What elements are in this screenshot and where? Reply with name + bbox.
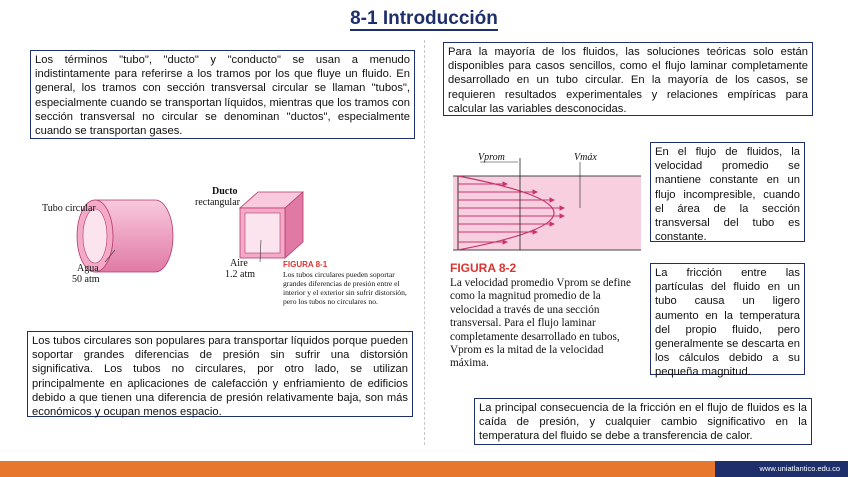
vprom-label: Vprom [478,152,505,163]
footer-url[interactable]: www.uniatlantico.edu.co [715,461,848,477]
figure-8-2-illustration [450,148,645,253]
column-divider [424,40,425,445]
page-title: 8-1 Introducción [350,8,498,29]
footer-bar [0,461,848,477]
figure-8-1-text: Los tubos circulares pueden soportar grandes diferencias de presión entre el interior y el exterior sin sufrir distorsión, pero los tubos no circulares no. [283,270,407,306]
consequence-textbox: La principal consecuencia de la fricción en el flujo de fluidos es la caída de presión, y cualquier cambio significativo en la temperatura del fluido se debe a transferencia de calor. [474,398,812,445]
figure-8-2-caption [450,261,640,371]
popular-textbox: Los tubos circulares son populares para transportar líquidos porque pueden soportar grandes diferencias de presión sin sufrir una distorsión significativa. Los tubos no circulares, por otro lado, se utilizan principalmente en aplicaciones de calefacción y enfriamiento de edificios debido a que tienen una diferencia de presión relativamente baja, son más económicos y ocupan menos espacio. [27,331,413,417]
velocity-textbox: En el flujo de fluidos, la velocidad promedio se mantiene constante en un flujo incompresible, cuando el área de la sección transversal del tubo es constante. [650,142,805,242]
friction-textbox: La fricción entre las partículas del fluido en un tubo causa un ligero aumento en la temperatura del propio fluido, pero generalmente se descarta en los cálculos debido a su pequeña magnitud. [650,263,805,375]
air-label-2: 1.2 atm [225,269,255,280]
figure-8-2-title: FIGURA 8-2 [450,261,517,275]
theory-textbox: Para la mayoría de los fluidos, las soluciones teóricas solo están disponibles para casos sencillos, como el flujo laminar completamente desarrollado en un tubo circular. En la mayoría de los casos, se requieren resultados experimentales y relaciones empíricas para calcular las variables desconocidas. [443,42,813,116]
figure-8-1-title: FIGURA 8-1 [283,260,328,269]
footer-orange-band [0,461,715,477]
vmax-label: Vmáx [574,152,597,163]
terms-textbox: Los términos "tubo", "ducto" y "conducto" se usan a menudo indistintamente para referirse a los tramos por los que fluye un fluido. En general, los tramos con sección transversal circular se llaman "tubos", especialmente cuando se transportan líquidos, mientras que los tramos con sección transversal no circular se denominan "ductos", especialmente cuando se transportan gases. [30,50,415,139]
duct-label-1: Ducto [212,186,238,197]
water-label-1: Agua [77,263,99,274]
figure-8-1-caption [283,260,413,306]
duct-label-2: rectangular [195,197,240,208]
figure-8-2-text: La velocidad promedio Vprom se define como la magnitud promedio de la velocidad a través de una sección transversal. Para el flujo laminar completamente desarrollado en tubos, Vprom es la mitad de la velocidad máxima. [450,277,631,370]
tube-label: Tubo circular [42,203,96,214]
air-label-1: Aire [230,258,248,269]
water-label-2: 50 atm [72,274,100,285]
